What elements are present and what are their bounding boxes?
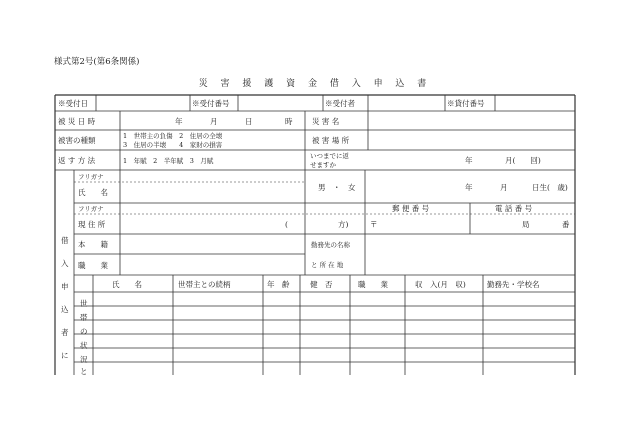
applicant-side-char-5: 者 xyxy=(61,328,69,337)
phone-number-header: 電 話 番 号 xyxy=(495,204,533,213)
household-side-char-2: 帯 xyxy=(80,313,88,322)
gender-options: 男 ・ 女 xyxy=(318,183,356,192)
furigana-label: フリガナ xyxy=(78,173,104,181)
receiver-label: ※受付者 xyxy=(325,99,355,108)
postal-mark: 〒 xyxy=(370,220,378,229)
address-paren-close: 方) xyxy=(338,220,349,229)
repay-year-unit: 年 xyxy=(465,156,473,165)
applicant-side-char-4: 込 xyxy=(61,305,69,314)
repay-month-times: 月( 回) xyxy=(505,156,541,165)
address-label: 現 住 所 xyxy=(78,220,106,229)
applicant-side-char-1: 借 xyxy=(61,236,69,245)
hour-unit: 時 xyxy=(285,117,293,126)
repay-method-label: 返 す 方 法 xyxy=(58,156,96,165)
household-side-char-6: と xyxy=(80,367,88,376)
applicant-side-char-2: 入 xyxy=(61,259,69,268)
year-unit: 年 xyxy=(175,117,183,126)
workplace-label-2: と 所 在 地 xyxy=(311,261,344,269)
household-col-relation: 世帯主との続柄 xyxy=(178,280,231,289)
name-label: 氏 名 xyxy=(78,188,108,197)
household-side-char-5: 況 xyxy=(80,355,88,364)
postal-code-header: 郵 便 番 号 xyxy=(392,204,430,213)
address-paren-open: ( xyxy=(285,220,288,229)
damage-options-2: 3 住居の半壊 4 家財の損害 xyxy=(123,141,223,149)
damage-options-1: 1 世帯主の負傷 2 住居の全壊 xyxy=(123,132,223,140)
household-col-workplace: 勤務先・学校名 xyxy=(487,280,540,289)
damage-type-label: 被害の種類 xyxy=(58,136,96,145)
household-col-health: 健 否 xyxy=(310,280,333,289)
receipt-date-label: ※受付日 xyxy=(58,99,88,108)
damage-place-label: 被 害 場 所 xyxy=(312,136,350,145)
applicant-side-char-3: 申 xyxy=(61,282,69,291)
birth-year-unit: 年 xyxy=(465,183,473,192)
phone-number-unit: 番 xyxy=(562,220,570,229)
disaster-date-label: 被 災 日 時 xyxy=(58,117,96,126)
household-col-age: 年 齢 xyxy=(267,280,290,289)
birth-month-unit: 月 xyxy=(500,183,508,192)
household-col-occupation: 職 業 xyxy=(358,280,388,289)
household-side-char-4: 状 xyxy=(80,341,88,350)
household-col-income: 収 入(月 収) xyxy=(415,280,466,289)
household-col-name: 氏 名 xyxy=(112,280,142,289)
household-side-char-1: 世 xyxy=(80,299,88,308)
form-title: 災 害 援 護 資 金 借 入 申 込 書 xyxy=(198,79,432,89)
phone-exchange-unit: 局 xyxy=(522,220,530,229)
disaster-name-label: 災 害 名 xyxy=(312,117,340,126)
repay-method-options: 1 年賦 2 半年賦 3 月賦 xyxy=(123,157,214,165)
repay-deadline-label-2: せますか xyxy=(310,161,336,169)
applicant-side-char-6: に xyxy=(61,351,69,360)
domicile-label: 本 籍 xyxy=(78,240,108,249)
furigana-label-2: フリガナ xyxy=(78,205,104,213)
loan-number-label: ※貸付番号 xyxy=(447,99,485,108)
occupation-label: 職 業 xyxy=(78,261,108,270)
receipt-number-label: ※受付番号 xyxy=(192,99,230,108)
month-unit: 月 xyxy=(210,117,218,126)
day-unit: 日 xyxy=(245,117,253,126)
repay-deadline-label-1: いつまでに返 xyxy=(310,152,349,160)
workplace-label-1: 勤務先の名称 xyxy=(311,241,350,249)
birth-day-age: 日生( 歳) xyxy=(532,183,568,192)
form-number: 様式第2号(第6条関係) xyxy=(54,57,140,67)
household-side-char-3: の xyxy=(80,327,88,336)
